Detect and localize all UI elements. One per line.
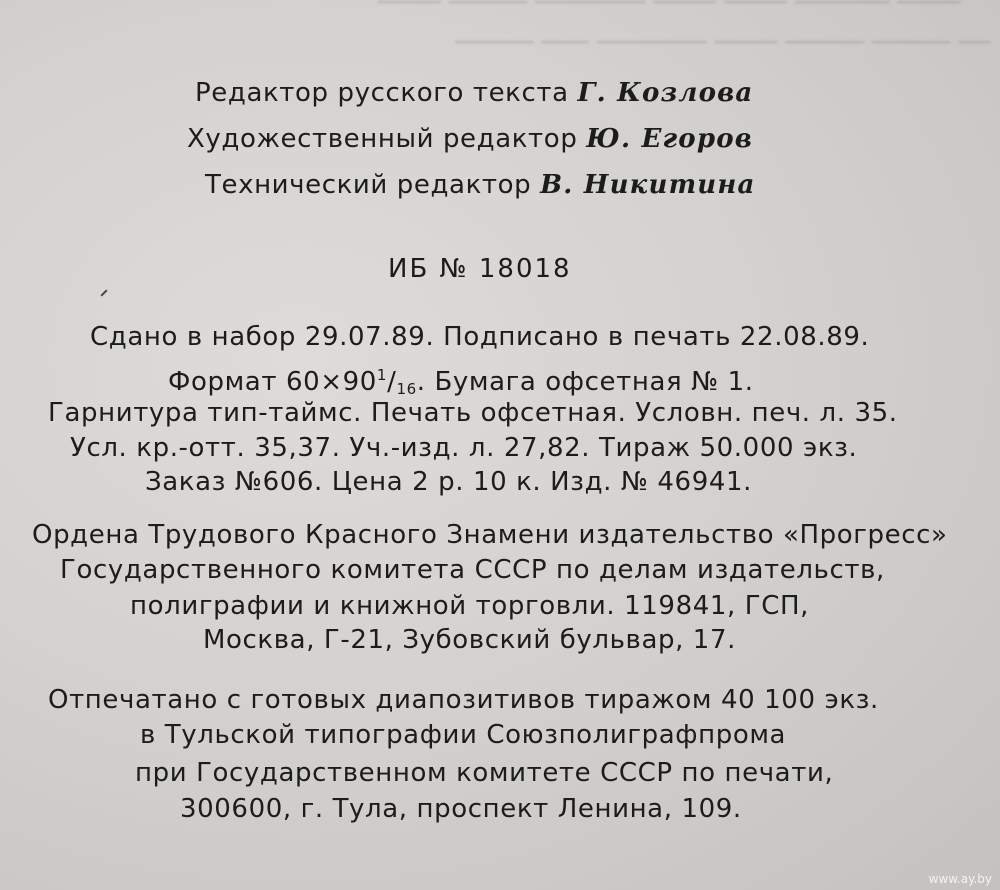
site-watermark: www.ay.by bbox=[928, 872, 992, 886]
credit-person: Ю. Егоров bbox=[586, 124, 754, 154]
credit-person: В. Никитина bbox=[540, 170, 756, 200]
publisher-line: полиграфии и книжной торговли. 119841, ГСП, bbox=[130, 591, 809, 621]
printer-line: 300600, г. Тула, проспект Ленина, 109. bbox=[180, 794, 742, 824]
publisher-line: Ордена Трудового Красного Знамени издательство «Прогресс» bbox=[32, 520, 948, 550]
credit-line-russian-text-editor bbox=[195, 76, 753, 110]
credit-person: Г. Козлова bbox=[577, 78, 754, 108]
imprint-dates-line: Сдано в набор 29.07.89. Подписано в печать 22.08.89. bbox=[90, 322, 870, 352]
publisher-line: Москва, Г-21, Зубовский бульвар, 17. bbox=[203, 625, 736, 655]
printer-line: при Государственном комитете СССР по печати, bbox=[135, 758, 834, 788]
format-slash: / bbox=[387, 367, 397, 397]
credit-line-technical-editor bbox=[205, 168, 756, 202]
printer-line: в Тульской типографии Союзполиграфпрома bbox=[140, 720, 787, 750]
ib-number: ИБ № 18018 bbox=[388, 254, 572, 284]
format-label: Формат 60×90 bbox=[168, 367, 377, 397]
credit-line-art-editor bbox=[187, 122, 753, 156]
format-rest: . Бумага офсетная № 1. bbox=[416, 367, 754, 397]
printer-line: Отпечатано с готовых диапозитивов тиражом 40 100 экз. bbox=[48, 685, 879, 715]
credit-role: Технический редактор bbox=[205, 170, 532, 200]
credit-role: Художественный редактор bbox=[187, 124, 578, 154]
imprint-order-line: Заказ №606. Цена 2 р. 10 к. Изд. № 46941. bbox=[145, 467, 752, 497]
imprint-typeface-line: Гарнитура тип-таймс. Печать офсетная. Условн. печ. л. 35. bbox=[48, 398, 898, 428]
imprint-print-run-line: Усл. кр.-отт. 35,37. Уч.-изд. л. 27,82. Тираж 50.000 экз. bbox=[70, 433, 858, 463]
format-superscript: 1 bbox=[376, 366, 388, 384]
credit-role: Редактор русского текста bbox=[195, 78, 569, 108]
format-subscript: 16 bbox=[396, 380, 417, 398]
show-through-text: ──── ────── ──── ──── ─────── ───── ──── ── ───── ───── ──── ─────── ─── ───── bbox=[378, 0, 990, 58]
publisher-line: Государственного комитета СССР по делам издательств, bbox=[60, 555, 885, 585]
